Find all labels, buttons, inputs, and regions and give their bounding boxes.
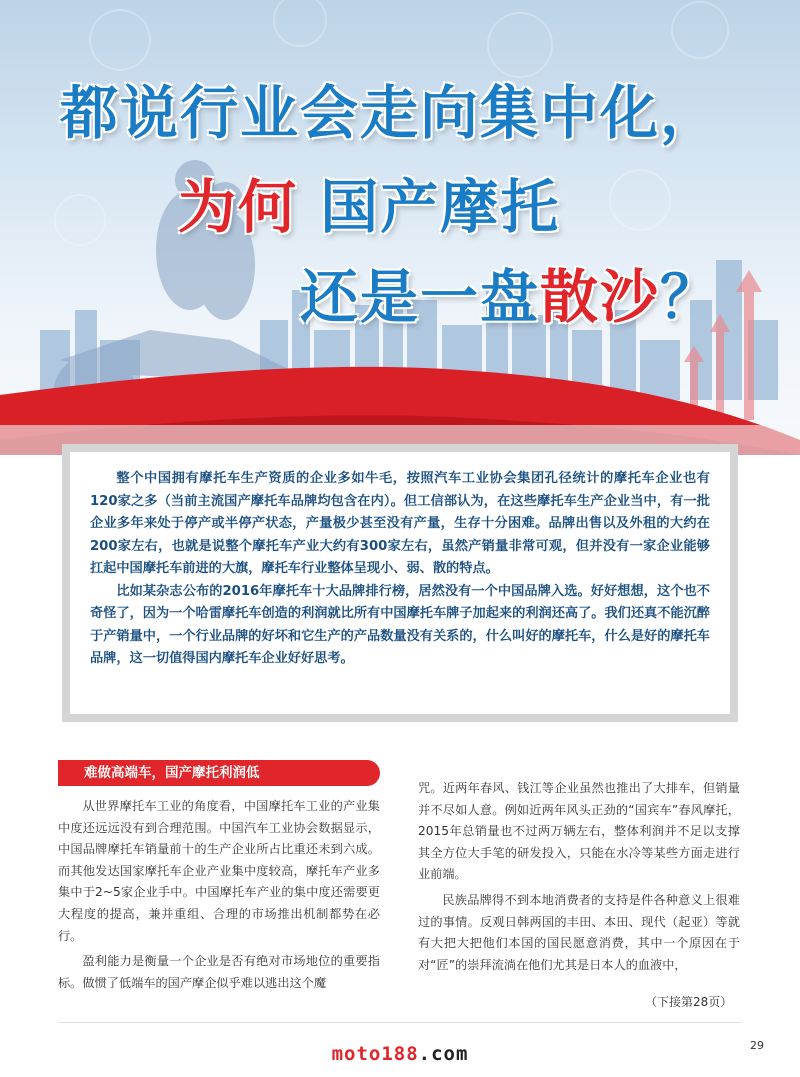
headline-line-1: 都说行业会走向集中化， (60, 79, 721, 147)
intro-box (62, 444, 738, 722)
left-paragraph-2: 盈利能力是衡量一个企业是否有绝对市场地位的重要指标。做惯了低端车的国产摩企似乎难以逃出这个魔 (58, 954, 380, 990)
headline-blue-text: 国产摩托 (320, 173, 561, 241)
headline-line-3 (300, 250, 720, 334)
left-paragraph-1: 从世界摩托车工业的角度看，中国摩托车工业的产业集中度还远远没有到合理范围。中国汽车工业协会数据显示，中国品牌摩托车销量前十的生产企业所占比重还未到六成。而其他发达国家摩托车企业产业集中度较高，摩托车产业多集中于2~5家企业手中。中国摩托车产业的集中度还需要更大程度的提高，兼并重组、合理的市场推出机制都势在必行。 (58, 799, 380, 943)
headline-red-text-2: 散沙 (540, 263, 661, 331)
intro-paragraph-1: 整个中国拥有摩托车生产资质的企业多如牛毛，按照汽车工业协会集团孔径统计的摩托车企业也有120家之多（当前主流国产摩托车品牌均包含在内）。但工信部认为，在这些摩托车生产企业当中，有一批企业多年来处于停产或半停产状态，产量极少甚至没有产量，生存十分困难。品牌出售以及外租的大约在200家左右，也就是说整个摩托车产业大约有300家左右，虽然产销量非常可观，但并没有一家企业能够扛起中国摩托车前进的大旗，摩托车行业整体呈现小、弱、散的特点。 (90, 471, 710, 576)
continued-note: （下接第28页） (645, 995, 733, 1009)
page-number: 29 (750, 1039, 764, 1052)
footer-divider (58, 1022, 742, 1023)
headline-line-2 (178, 160, 560, 244)
right-column (418, 778, 740, 980)
headline-red-text: 为何 (178, 173, 299, 241)
left-column (58, 760, 380, 998)
right-paragraph-1: 咒。近两年春风、钱江等企业虽然也推出了大排车，但销量并不尽如人意。例如近两年风头正劲的“国宾车”春风摩托，2015年总销量也不过两万辆左右，整体利润并不足以支撑其全方位大手笔的研发投入，只能在水冷等某些方面走进行业前端。 (418, 781, 740, 882)
site-name: moto188 (331, 1043, 419, 1065)
headline-question-mark: ？ (660, 263, 721, 331)
section-heading: 难做高端车，国产摩托利润低 (58, 760, 380, 786)
site-watermark (0, 1043, 800, 1065)
headline-blue-text-2: 还是一盘 (300, 263, 541, 331)
hero-banner (0, 0, 800, 455)
intro-paragraph-2: 比如某杂志公布的2016年摩托车十大品牌排行榜，居然没有一个中国品牌入选。好好想想，这个也不奇怪了，因为一个哈雷摩托车创造的利润就比所有中国摩托车牌子加起来的利润还高了。我们还真不能沉醉于产销量中，一个行业品牌的好坏和它生产的产品数量没有关系的，什么叫好的摩托车，什么是好的摩托车品牌，这一切值得国内摩托车企业好好思考。 (90, 583, 710, 666)
intro-content (70, 452, 730, 714)
site-domain: .com (418, 1043, 469, 1065)
right-paragraph-2: 民族品牌得不到本地消费者的支持是件各种意义上很难过的事情。反观日韩两国的丰田、本田、现代（起亚）等就有大把大把他们本国的国民愿意消费，其中一个原因在于对“匠”的崇拜流淌在他们尤其是日本人的血液中， (418, 892, 740, 972)
